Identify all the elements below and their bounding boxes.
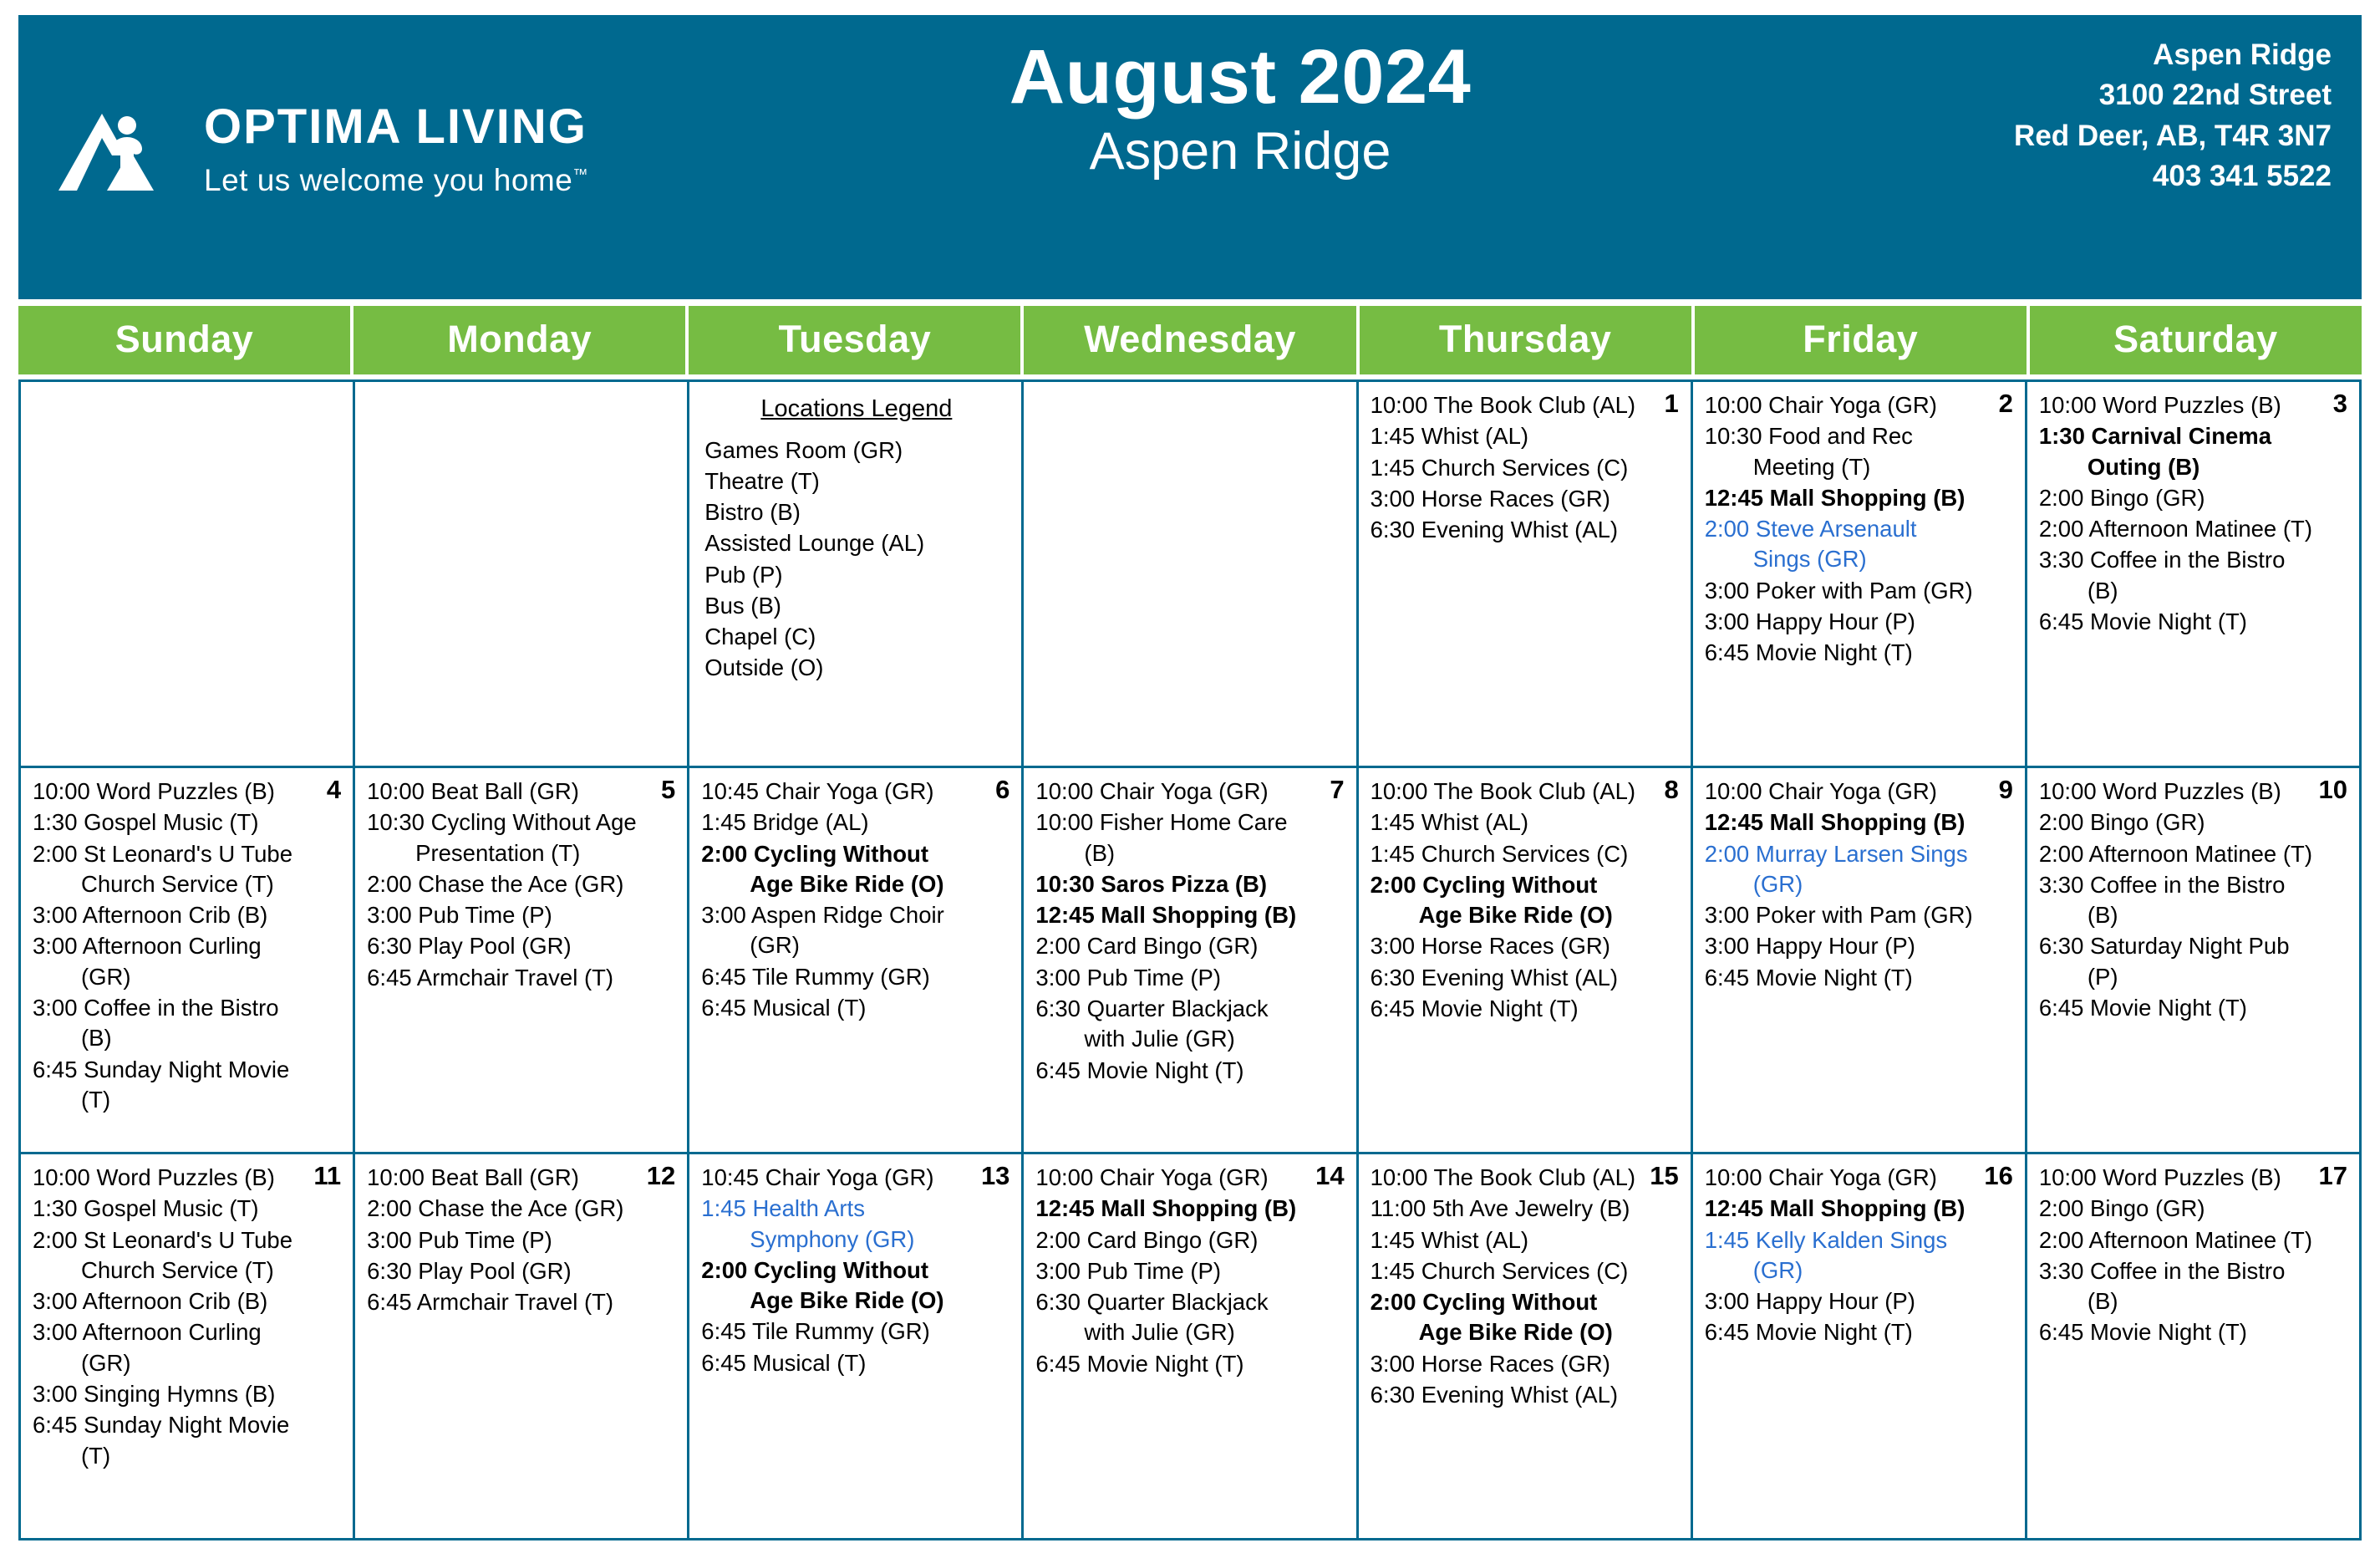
event-item: 6:45 Movie Night (T) [1370, 996, 1579, 1022]
calendar-day-cell[interactable] [355, 1154, 689, 1540]
day-number: 6 [995, 775, 1010, 804]
optima-living-logo-icon [53, 92, 196, 209]
event-list [701, 1163, 1011, 1378]
event-item: 2:00 Card Bingo (GR) [1035, 1226, 1259, 1253]
event-item: 6:45 Tile Rummy (GR) [701, 1318, 930, 1345]
event-item: 1:45 Kelly Kalden Sings (GR) [1704, 1226, 1948, 1283]
brand-name: OPTIMA LIVING [204, 99, 587, 154]
event-item: 10:00 Word Puzzles (B) [33, 1164, 275, 1190]
event-item: 1:45 Bridge (AL) [701, 809, 869, 836]
day-number: 5 [661, 775, 676, 804]
weekday-monday: Monday [353, 306, 685, 374]
event-item: 6:30 Play Pool (GR) [367, 933, 572, 960]
legend-item: Pub (P) [704, 561, 783, 588]
event-item: 3:00 Coffee in the Bistro (B) [33, 995, 279, 1052]
event-item: 2:00 Bingo (GR) [2038, 1195, 2205, 1222]
event-item: 2:00 Chase the Ace (GR) [367, 870, 624, 897]
address-line: Aspen Ridge [2153, 38, 2332, 71]
event-list [2039, 390, 2349, 637]
calendar-day-cell[interactable] [1024, 382, 1358, 768]
event-item: 6:45 Movie Night (T) [1035, 1350, 1244, 1377]
event-item: 6:30 Evening Whist (AL) [1370, 1382, 1619, 1408]
calendar-day-cell[interactable] [2027, 382, 2362, 768]
event-item: 3:30 Coffee in the Bistro (B) [2038, 547, 2286, 603]
event-item: 3:00 Aspen Ridge Choir (GR) [701, 902, 944, 959]
event-item: 6:45 Sunday Night Movie (T) [33, 1056, 290, 1113]
day-number: 12 [646, 1161, 676, 1190]
event-item: 1:45 Church Services (C) [1370, 454, 1629, 481]
event-item: 6:30 Evening Whist (AL) [1370, 964, 1619, 990]
event-item: 2:00 Cycling Without Age Bike Ride (O) [1370, 1289, 1613, 1346]
calendar-day-cell[interactable] [355, 382, 689, 768]
event-item: 6:45 Movie Night (T) [2038, 1319, 2247, 1346]
event-item: 3:00 Pub Time (P) [367, 902, 552, 929]
event-item: 12:45 Mall Shopping (B) [1704, 1195, 1966, 1222]
event-item: 6:45 Movie Night (T) [1704, 1319, 1913, 1346]
event-item: 3:00 Horse Races (GR) [1370, 1350, 1610, 1377]
day-number: 17 [2318, 1161, 2347, 1190]
event-item: 6:45 Musical (T) [701, 995, 867, 1021]
event-item: 1:45 Health Arts Symphony (GR) [701, 1195, 915, 1252]
event-item: 10:00 Beat Ball (GR) [367, 1164, 579, 1190]
legend-item: Chapel (C) [704, 623, 816, 649]
event-item: 2:00 Afternoon Matinee (T) [2038, 1226, 2312, 1253]
weekday-header-row [18, 306, 2362, 374]
calendar-day-cell[interactable] [689, 1154, 1024, 1540]
event-item: 1:45 Church Services (C) [1370, 1257, 1629, 1284]
page-header [18, 15, 2362, 299]
event-item: 12:45 Mall Shopping (B) [1704, 809, 1966, 836]
event-item: 1:45 Whist (AL) [1370, 423, 1529, 450]
event-item: 10:45 Chair Yoga (GR) [701, 1164, 934, 1190]
calendar-day-cell[interactable] [1693, 1154, 2027, 1540]
day-number: 14 [1315, 1161, 1345, 1190]
day-number: 9 [1998, 775, 2013, 804]
event-item: 12:45 Mall Shopping (B) [1704, 484, 1966, 511]
event-item: 3:00 Happy Hour (P) [1704, 609, 1915, 635]
event-list [1035, 777, 1345, 1086]
calendar-day-cell[interactable] [21, 1154, 355, 1540]
day-number: 2 [1998, 389, 2013, 418]
event-item: 2:00 Bingo (GR) [2038, 484, 2205, 511]
day-number: 11 [313, 1161, 342, 1190]
event-item: 11:00 5th Ave Jewelry (B) [1370, 1195, 1630, 1222]
event-list [367, 777, 677, 993]
day-number: 7 [1330, 775, 1345, 804]
event-list [367, 1163, 677, 1317]
event-item: 6:45 Tile Rummy (GR) [701, 963, 930, 990]
community-address [1827, 15, 2362, 196]
event-item: 6:30 Evening Whist (AL) [1370, 517, 1619, 543]
event-item: 6:45 Movie Night (T) [2038, 609, 2247, 635]
event-list [1705, 1163, 2015, 1348]
day-number: 1 [1664, 389, 1679, 418]
event-item: 1:30 Gospel Music (T) [33, 1195, 259, 1222]
event-item: 6:45 Movie Night (T) [1704, 639, 1913, 666]
weekday-thursday: Thursday [1360, 306, 1691, 374]
event-item: 3:00 Pub Time (P) [1035, 964, 1222, 990]
event-item: 6:45 Movie Night (T) [2038, 995, 2247, 1021]
legend-item: Bistro (B) [704, 499, 801, 526]
event-item: 10:00 The Book Club (AL) [1370, 778, 1636, 804]
event-list [2039, 1163, 2349, 1348]
calendar-title [653, 15, 1827, 181]
event-item: 2:00 Murray Larsen Sings (GR) [1704, 840, 1968, 897]
calendar-day-cell[interactable] [1359, 768, 1693, 1154]
event-item: 10:30 Saros Pizza (B) [1035, 870, 1268, 897]
event-item: 6:30 Saturday Night Pub (P) [2038, 933, 2290, 990]
event-item: 2:00 Bingo (GR) [2038, 809, 2205, 836]
address-line: 3100 22nd Street [2098, 79, 2332, 112]
legend-item: Outside (O) [704, 654, 824, 680]
event-item: 10:00 The Book Club (AL) [1370, 392, 1636, 418]
legend-item: Assisted Lounge (AL) [704, 530, 925, 557]
calendar-day-cell[interactable] [689, 768, 1024, 1154]
event-item: 3:00 Afternoon Crib (B) [33, 902, 268, 929]
event-list [701, 777, 1011, 1023]
event-item: 2:00 Cycling Without Age Bike Ride (O) [1370, 871, 1613, 929]
legend-item: Theatre (T) [704, 468, 820, 495]
event-item: 6:45 Musical (T) [701, 1349, 867, 1376]
event-item: 10:00 Word Puzzles (B) [33, 778, 275, 804]
event-item: 1:30 Gospel Music (T) [33, 809, 259, 836]
event-list [33, 1163, 343, 1471]
calendar-grid [18, 379, 2362, 1540]
event-item: 2:00 Chase the Ace (GR) [367, 1195, 624, 1222]
event-item: 2:00 St Leonard's U Tube Church Service (T) [33, 1226, 293, 1283]
calendar-day-cell[interactable] [689, 382, 1024, 768]
event-item: 3:00 Horse Races (GR) [1370, 485, 1610, 512]
event-item: 6:45 Sunday Night Movie (T) [33, 1412, 290, 1469]
calendar-day-cell[interactable] [1693, 382, 2027, 768]
legend-list [701, 435, 1011, 683]
event-item: 6:30 Quarter Blackjack with Julie (GR) [1035, 1289, 1269, 1346]
day-number: 16 [1984, 1161, 2013, 1190]
event-item: 2:00 Steve Arsenault Sings (GR) [1704, 516, 1917, 573]
event-item: 10:00 Chair Yoga (GR) [1704, 1164, 1937, 1190]
day-number: 15 [1650, 1161, 1679, 1190]
event-item: 10:30 Cycling Without Age Presentation (T) [367, 809, 637, 866]
event-item: 6:45 Movie Night (T) [1704, 964, 1913, 990]
event-item: 2:00 Cycling Without Age Bike Ride (O) [701, 1256, 944, 1314]
event-item: 3:00 Singing Hymns (B) [33, 1381, 276, 1408]
phone-number: 403 341 5522 [2152, 159, 2332, 192]
weekday-saturday: Saturday [2030, 306, 2362, 374]
event-item: 10:00 Chair Yoga (GR) [1704, 778, 1937, 804]
address-line: Red Deer, AB, T4R 3N7 [2014, 119, 2332, 152]
event-item: 10:00 Fisher Home Care (B) [1035, 809, 1288, 866]
event-item: 2:00 Cycling Without Age Bike Ride (O) [701, 840, 944, 897]
event-item: 10:00 Chair Yoga (GR) [1035, 1164, 1269, 1190]
event-item: 2:00 Card Bingo (GR) [1035, 933, 1259, 960]
calendar-day-cell[interactable] [21, 768, 355, 1154]
calendar-day-cell[interactable] [1693, 768, 2027, 1154]
calendar-day-cell[interactable] [355, 768, 689, 1154]
event-item: 10:00 Chair Yoga (GR) [1704, 392, 1937, 418]
event-item: 10:30 Food and Rec Meeting (T) [1704, 423, 1913, 480]
weekday-tuesday: Tuesday [689, 306, 1020, 374]
event-item: 10:00 Beat Ball (GR) [367, 778, 579, 804]
event-item: 10:00 Word Puzzles (B) [2038, 392, 2281, 418]
weekday-sunday: Sunday [18, 306, 350, 374]
calendar-day-cell[interactable] [1024, 768, 1358, 1154]
event-item: 1:45 Whist (AL) [1370, 1226, 1529, 1253]
event-item: 6:45 Armchair Travel (T) [367, 964, 614, 990]
event-item: 10:00 The Book Club (AL) [1370, 1164, 1636, 1190]
event-item: 3:00 Pub Time (P) [1035, 1257, 1222, 1284]
calendar-day-cell[interactable] [21, 382, 355, 768]
event-item: 3:00 Happy Hour (P) [1704, 1288, 1915, 1315]
event-item: 3:30 Coffee in the Bistro (B) [2038, 1257, 2286, 1315]
event-item: 6:45 Movie Night (T) [1035, 1057, 1244, 1083]
event-item: 3:00 Horse Races (GR) [1370, 933, 1610, 960]
event-item: 1:45 Church Services (C) [1370, 840, 1629, 867]
event-item: 10:45 Chair Yoga (GR) [701, 778, 934, 804]
day-number: 3 [2332, 389, 2347, 418]
event-item: 2:00 Afternoon Matinee (T) [2038, 516, 2312, 542]
event-item: 12:45 Mall Shopping (B) [1035, 902, 1297, 929]
legend-item: Bus (B) [704, 592, 781, 619]
event-item: 3:00 Poker with Pam (GR) [1704, 577, 1973, 603]
event-item: 12:45 Mall Shopping (B) [1035, 1195, 1297, 1222]
weekday-wednesday: Wednesday [1024, 306, 1355, 374]
event-item: 1:30 Carnival Cinema Outing (B) [2038, 423, 2272, 480]
event-item: 2:00 Afternoon Matinee (T) [2038, 840, 2312, 867]
event-item: 10:00 Word Puzzles (B) [2038, 778, 2281, 804]
day-number: 10 [2318, 775, 2347, 804]
legend-title: Locations Legend [760, 395, 953, 422]
calendar-day-cell[interactable] [2027, 768, 2362, 1154]
event-item: 3:00 Afternoon Curling (GR) [33, 933, 262, 990]
calendar-day-cell[interactable] [1359, 1154, 1693, 1540]
event-item: 10:00 Word Puzzles (B) [2038, 1164, 2281, 1190]
event-list [1035, 1163, 1345, 1379]
event-list [1371, 1163, 1681, 1410]
event-item: 1:45 Whist (AL) [1370, 809, 1529, 836]
day-number: 13 [980, 1161, 1010, 1190]
day-number: 4 [326, 775, 342, 804]
event-list [1371, 390, 1681, 545]
event-item: 6:30 Play Pool (GR) [367, 1257, 572, 1284]
event-item: 2:00 St Leonard's U Tube Church Service (T) [33, 840, 293, 897]
weekday-friday: Friday [1695, 306, 2027, 374]
event-item: 3:00 Poker with Pam (GR) [1704, 902, 1973, 929]
legend-item: Games Room (GR) [704, 437, 903, 463]
event-list [1371, 777, 1681, 1024]
event-item: 3:30 Coffee in the Bistro (B) [2038, 871, 2286, 929]
event-list [33, 777, 343, 1115]
event-list [2039, 777, 2349, 1023]
event-list [1705, 777, 2015, 993]
calendar-community: Aspen Ridge [1089, 121, 1391, 181]
brand-logo [18, 15, 653, 209]
event-list [1705, 390, 2015, 669]
calendar-month: August 2024 [1009, 34, 1472, 120]
day-number: 8 [1664, 775, 1679, 804]
brand-tagline: Let us welcome you home™ [204, 163, 588, 197]
calendar-day-cell[interactable] [2027, 1154, 2362, 1540]
calendar-day-cell[interactable] [1359, 382, 1693, 768]
event-item: 3:00 Happy Hour (P) [1704, 933, 1915, 960]
event-item: 3:00 Pub Time (P) [367, 1226, 552, 1253]
event-item: 3:00 Afternoon Crib (B) [33, 1288, 268, 1315]
event-item: 3:00 Afternoon Curling (GR) [33, 1319, 262, 1376]
calendar-day-cell[interactable] [1024, 1154, 1358, 1540]
event-item: 6:30 Quarter Blackjack with Julie (GR) [1035, 996, 1269, 1052]
event-item: 6:45 Armchair Travel (T) [367, 1289, 614, 1316]
event-item: 10:00 Chair Yoga (GR) [1035, 778, 1269, 804]
